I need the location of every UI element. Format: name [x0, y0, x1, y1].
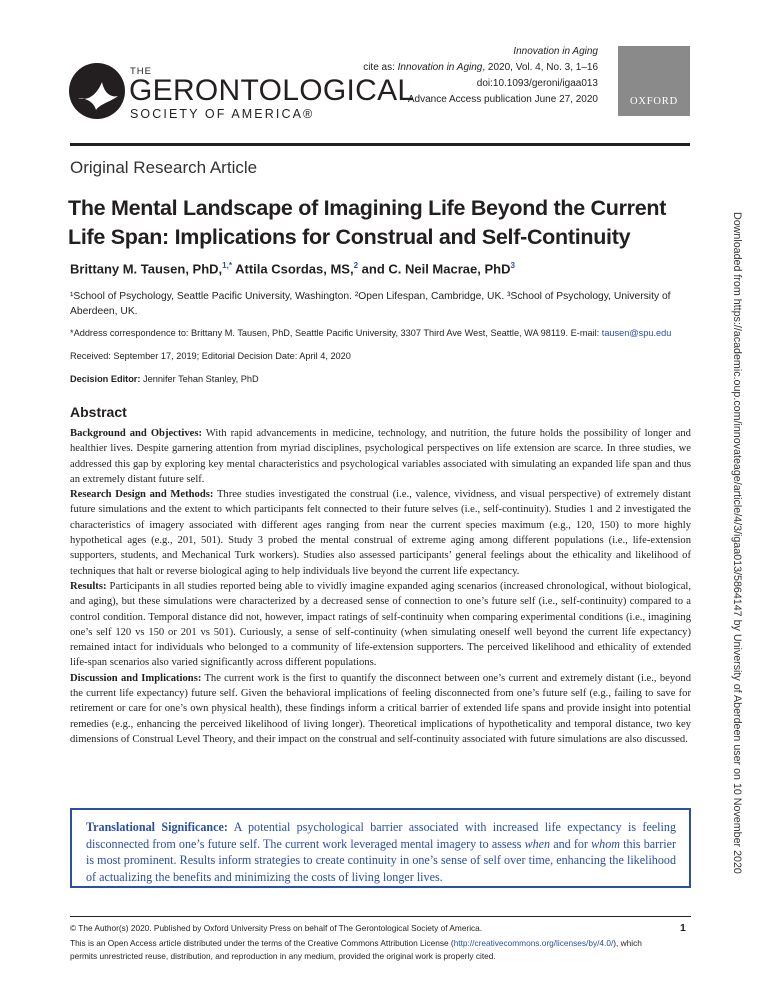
abstract-section-background — [70, 426, 691, 487]
abstract-section-label: Research Design and Methods: — [70, 489, 214, 501]
translational-text-part: this barrier is most prominent. Results inform strategies to create continuity in one’s sense of self over time, enhancing the likelihood of actualizing the benefits and minimizing the costs of living longer lives. — [86, 836, 676, 884]
abstract-section-text: Participants in all studies reported being able to vividly imagine expanded aging scenarios (increased chronological, without biological, and aging), but these simulations were characterized by a decreased sense of connection to one’s future self (i.e., self-continuity) compared to a control condition. Temporal distance did not, however, impact ratings of self-continuity when comparing experimental conditions (i.e., imagining one’s self 120 vs 150 or 201 vs 501). Curiously, a sense of self-continuity (when simulating oneself well beyond the current life expectancy) remained intact for individuals who belonged to a community of life-extension supporters. The perceived likelihood and ethicality of extended life-span scenarios also varied significantly across different populations. — [70, 580, 691, 669]
translational-text-part: A potential psychological barrier associated with increased life expectancy is feeling disconnected from one’s future self. The current work leveraged mental imagery to assess — [86, 820, 676, 851]
received-dates: Received: September 17, 2019; Editorial Decision Date: April 4, 2020 — [70, 351, 351, 361]
abstract-section-label: Background and Objectives: — [70, 428, 202, 439]
abstract-section-label: Discussion and Implications: — [70, 672, 202, 684]
correspondence-text: *Address correspondence to: Brittany M. Tausen, PhD, Seattle Pacific University, 3307 Third Ave West, Seattle, WA 98119. E-mail: — [70, 328, 602, 338]
translational-significance-box — [70, 808, 691, 888]
cite-line — [363, 60, 598, 76]
author-1: Brittany M. Tausen, PhD, — [70, 261, 223, 277]
footer-rule — [70, 916, 691, 917]
license-link[interactable]: http://creativecommons.org/licenses/by/4.0/ — [453, 938, 614, 948]
cite-prefix: cite as: — [363, 62, 398, 73]
doi: doi:10.1093/geroni/igaa013 — [476, 78, 598, 89]
affiliations: ¹School of Psychology, Seattle Pacific University, Washington. ²Open Lifespan, Cambridge, UK. ³School of Psychology, University of Aberdeen, UK. — [70, 291, 671, 317]
author-3-sup[interactable]: 3 — [510, 261, 515, 270]
abstract-section-label: Results: — [70, 580, 107, 592]
abstract-section-text: The current work is the first to quantify the disconnect between one’s current and extremely distant (i.e., beyond the current life expectancy) future self. Given the behavioral implications of feeling disconnected from one’s future self (e.g., failing to save for retirement or care for one’s own physical health), these findings inform a critical barrier of extended life spans and provide insight into potential remedies (e.g., enhancing the perceived likelihood of living longer). Theoretical implications of hypotheticality and temporal distance, two key dimensions of Construal Level Theory, and their impact on the construal and self-continuity associated with future simulations are also discussed. — [70, 672, 692, 745]
correspondence-email-link[interactable]: tausen@spu.edu — [601, 328, 672, 338]
decision-editor — [70, 374, 259, 384]
author-3: and C. Neil Macrae, PhD — [358, 261, 511, 277]
journal-name: Innovation in Aging — [513, 46, 598, 57]
abstract-section-text: Three studies investigated the construal (i.e., valence, vividness, and visual perspective) of extremely distant future simulations and the extent to which participants felt connected to their future selves (i.e., self-continuity). Studies 1 and 2 investigated the characteristics of imagery associated with different ages ranging from near the current species maximum (e.g., 120, 150) to more highly hypothetical ages (e.g., 201, 501). Study 3 probed the mental construal of extreme aging among different populations (i.e., life-extension supporters, students, and Mechanical Turk workers). Studies also assessed participants’ general feelings about the ethicality and likelihood of techniques that halt or reverse biological aging to help individuals live beyond the current life expectancy. — [70, 489, 691, 577]
translational-label: Translational Significance: — [86, 820, 228, 834]
translational-emphasis: when — [524, 836, 551, 851]
translational-significance-text — [86, 819, 676, 885]
license-text: This is an Open Access article distributed under the terms of the Creative Commons Attribution License ( — [70, 938, 454, 948]
author-list — [70, 261, 515, 276]
oxford-logo — [618, 46, 690, 116]
abstract-section-discussion — [70, 671, 691, 747]
citation-block — [363, 44, 598, 108]
copyright: © The Author(s) 2020. Published by Oxford University Press on behalf of The Gerontological Society of America. — [70, 923, 483, 933]
cite-journal: Innovation in Aging — [397, 62, 483, 73]
header-rule — [70, 143, 690, 146]
license-notice — [70, 937, 670, 963]
page-number: 1 — [680, 922, 686, 934]
logo-sub-text: SOCIETY OF AMERICA® — [130, 107, 315, 121]
abstract-heading: Abstract — [70, 404, 127, 420]
abstract-section-results — [70, 579, 691, 671]
abstract-body — [70, 426, 691, 747]
advance-access: Advance Access publication June 27, 2020 — [407, 94, 598, 105]
author-2-sup[interactable]: 2 — [353, 261, 359, 270]
logo-main-text: GERONTOLOGICAL — [129, 74, 415, 107]
editor-name: Jennifer Tehan Stanley, PhD — [140, 374, 259, 384]
gsa-logo-icon — [68, 62, 126, 120]
oxford-logo-text: OXFORD — [630, 96, 678, 107]
license-text: ), which permits unrestricted reuse, distribution, and reproduction in any medium, provided the original work is properly cited. — [70, 938, 642, 961]
logo-the: THE — [130, 66, 152, 77]
author-1-sup[interactable]: 1,* — [222, 261, 232, 270]
download-side-text: Downloaded from https://academic.oup.com/innovateage/article/4/3/igaa013/5864147 by University of Aberdeen user on 10 November 2020 — [731, 212, 743, 874]
editor-label: Decision Editor: — [70, 374, 141, 384]
correspondence — [70, 328, 700, 338]
cite-details: , 2020, Vol. 4, No. 3, 1–16 — [482, 62, 598, 73]
download-side-note — [731, 212, 745, 874]
translational-text-part: and for — [550, 836, 592, 851]
translational-emphasis: whom — [591, 836, 620, 851]
abstract-section-methods — [70, 487, 691, 579]
article-title: The Mental Landscape of Imagining Life Beyond the Current Life Span: Implications for Construal and Self-Continuity — [68, 196, 667, 249]
abstract-section-text: With rapid advancements in medicine, technology, and nutrition, the future holds the possibility of longer and healthier lives. Despite garnering attention from myriad disciplines, psychological perspectives on life extension are scarce. In three studies, we addressed this gap by exploring key mental characteristics and psychological variables associated with simulating an expanded life span and thus an extremely distant future self. — [70, 428, 691, 485]
author-2: Attila Csordas, MS, — [231, 261, 354, 277]
section-label: Original Research Article — [70, 158, 258, 177]
